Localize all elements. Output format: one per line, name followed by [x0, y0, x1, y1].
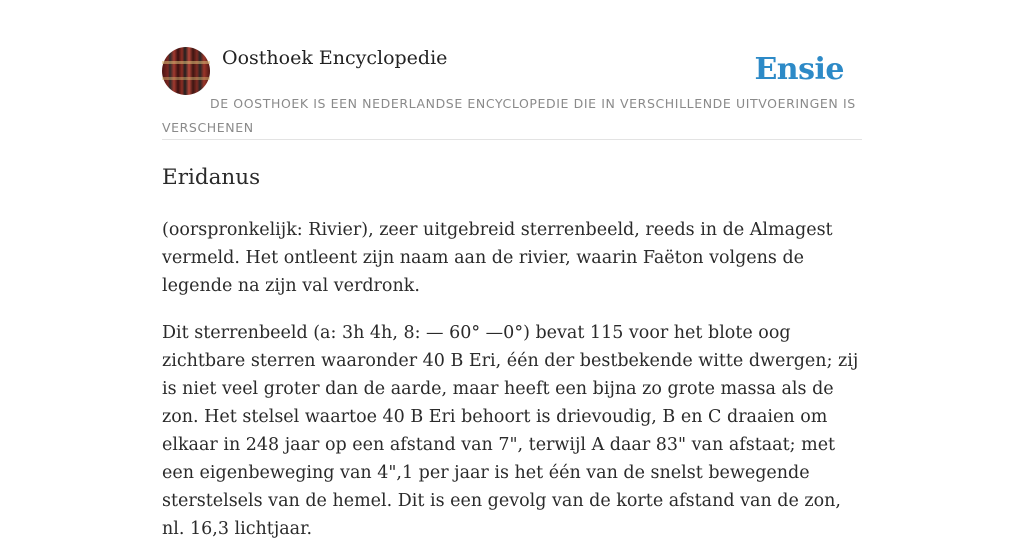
- ensie-logo[interactable]: Ensie: [754, 52, 844, 87]
- article-paragraph: (oorspronkelijk: Rivier), zeer uitgebreid sterrenbeeld, reeds in de Almagest vermeld. Het ontleent zijn naam aan de rivier, waarin Faëton volgens de legende na zijn val verdronk.: [162, 220, 833, 296]
- site-tagline: DE OOSTHOEK IS EEN NEDERLANDSE ENCYCLOPEDIE DIE IN VERSCHILLENDE UITVOERINGEN IS VERSCHENEN: [162, 96, 856, 135]
- article-paragraph: Dit sterrenbeeld (a: 3h 4h, 8: — 60° —0°) bevat 115 voor het blote oog zichtbare sterren waaronder 40 B Eri, één der bestbekende witte dwergen; zij is niet veel groter dan de aarde, maar heeft een bijna zo grote massa als de zon. Het stelsel waartoe 40 B Eri behoort is drievoudig, B en C draaien om elkaar in 248 jaar op een afstand van 7", terwijl A daar 83" van afstaat; met een eigenbeweging van 4",1 per jaar is het één van de snelst bewegende sterstelsels van de hemel. Dit is een gevolg van de korte afstand van de zon, nl. 16,3 lichtjaar.: [162, 323, 859, 539]
- site-title[interactable]: Oosthoek Encyclopedie: [222, 47, 448, 69]
- article: [162, 158, 862, 543]
- book-spines-avatar-icon[interactable]: [162, 47, 210, 95]
- site-header: [162, 46, 862, 140]
- article-title: Eridanus: [162, 165, 261, 190]
